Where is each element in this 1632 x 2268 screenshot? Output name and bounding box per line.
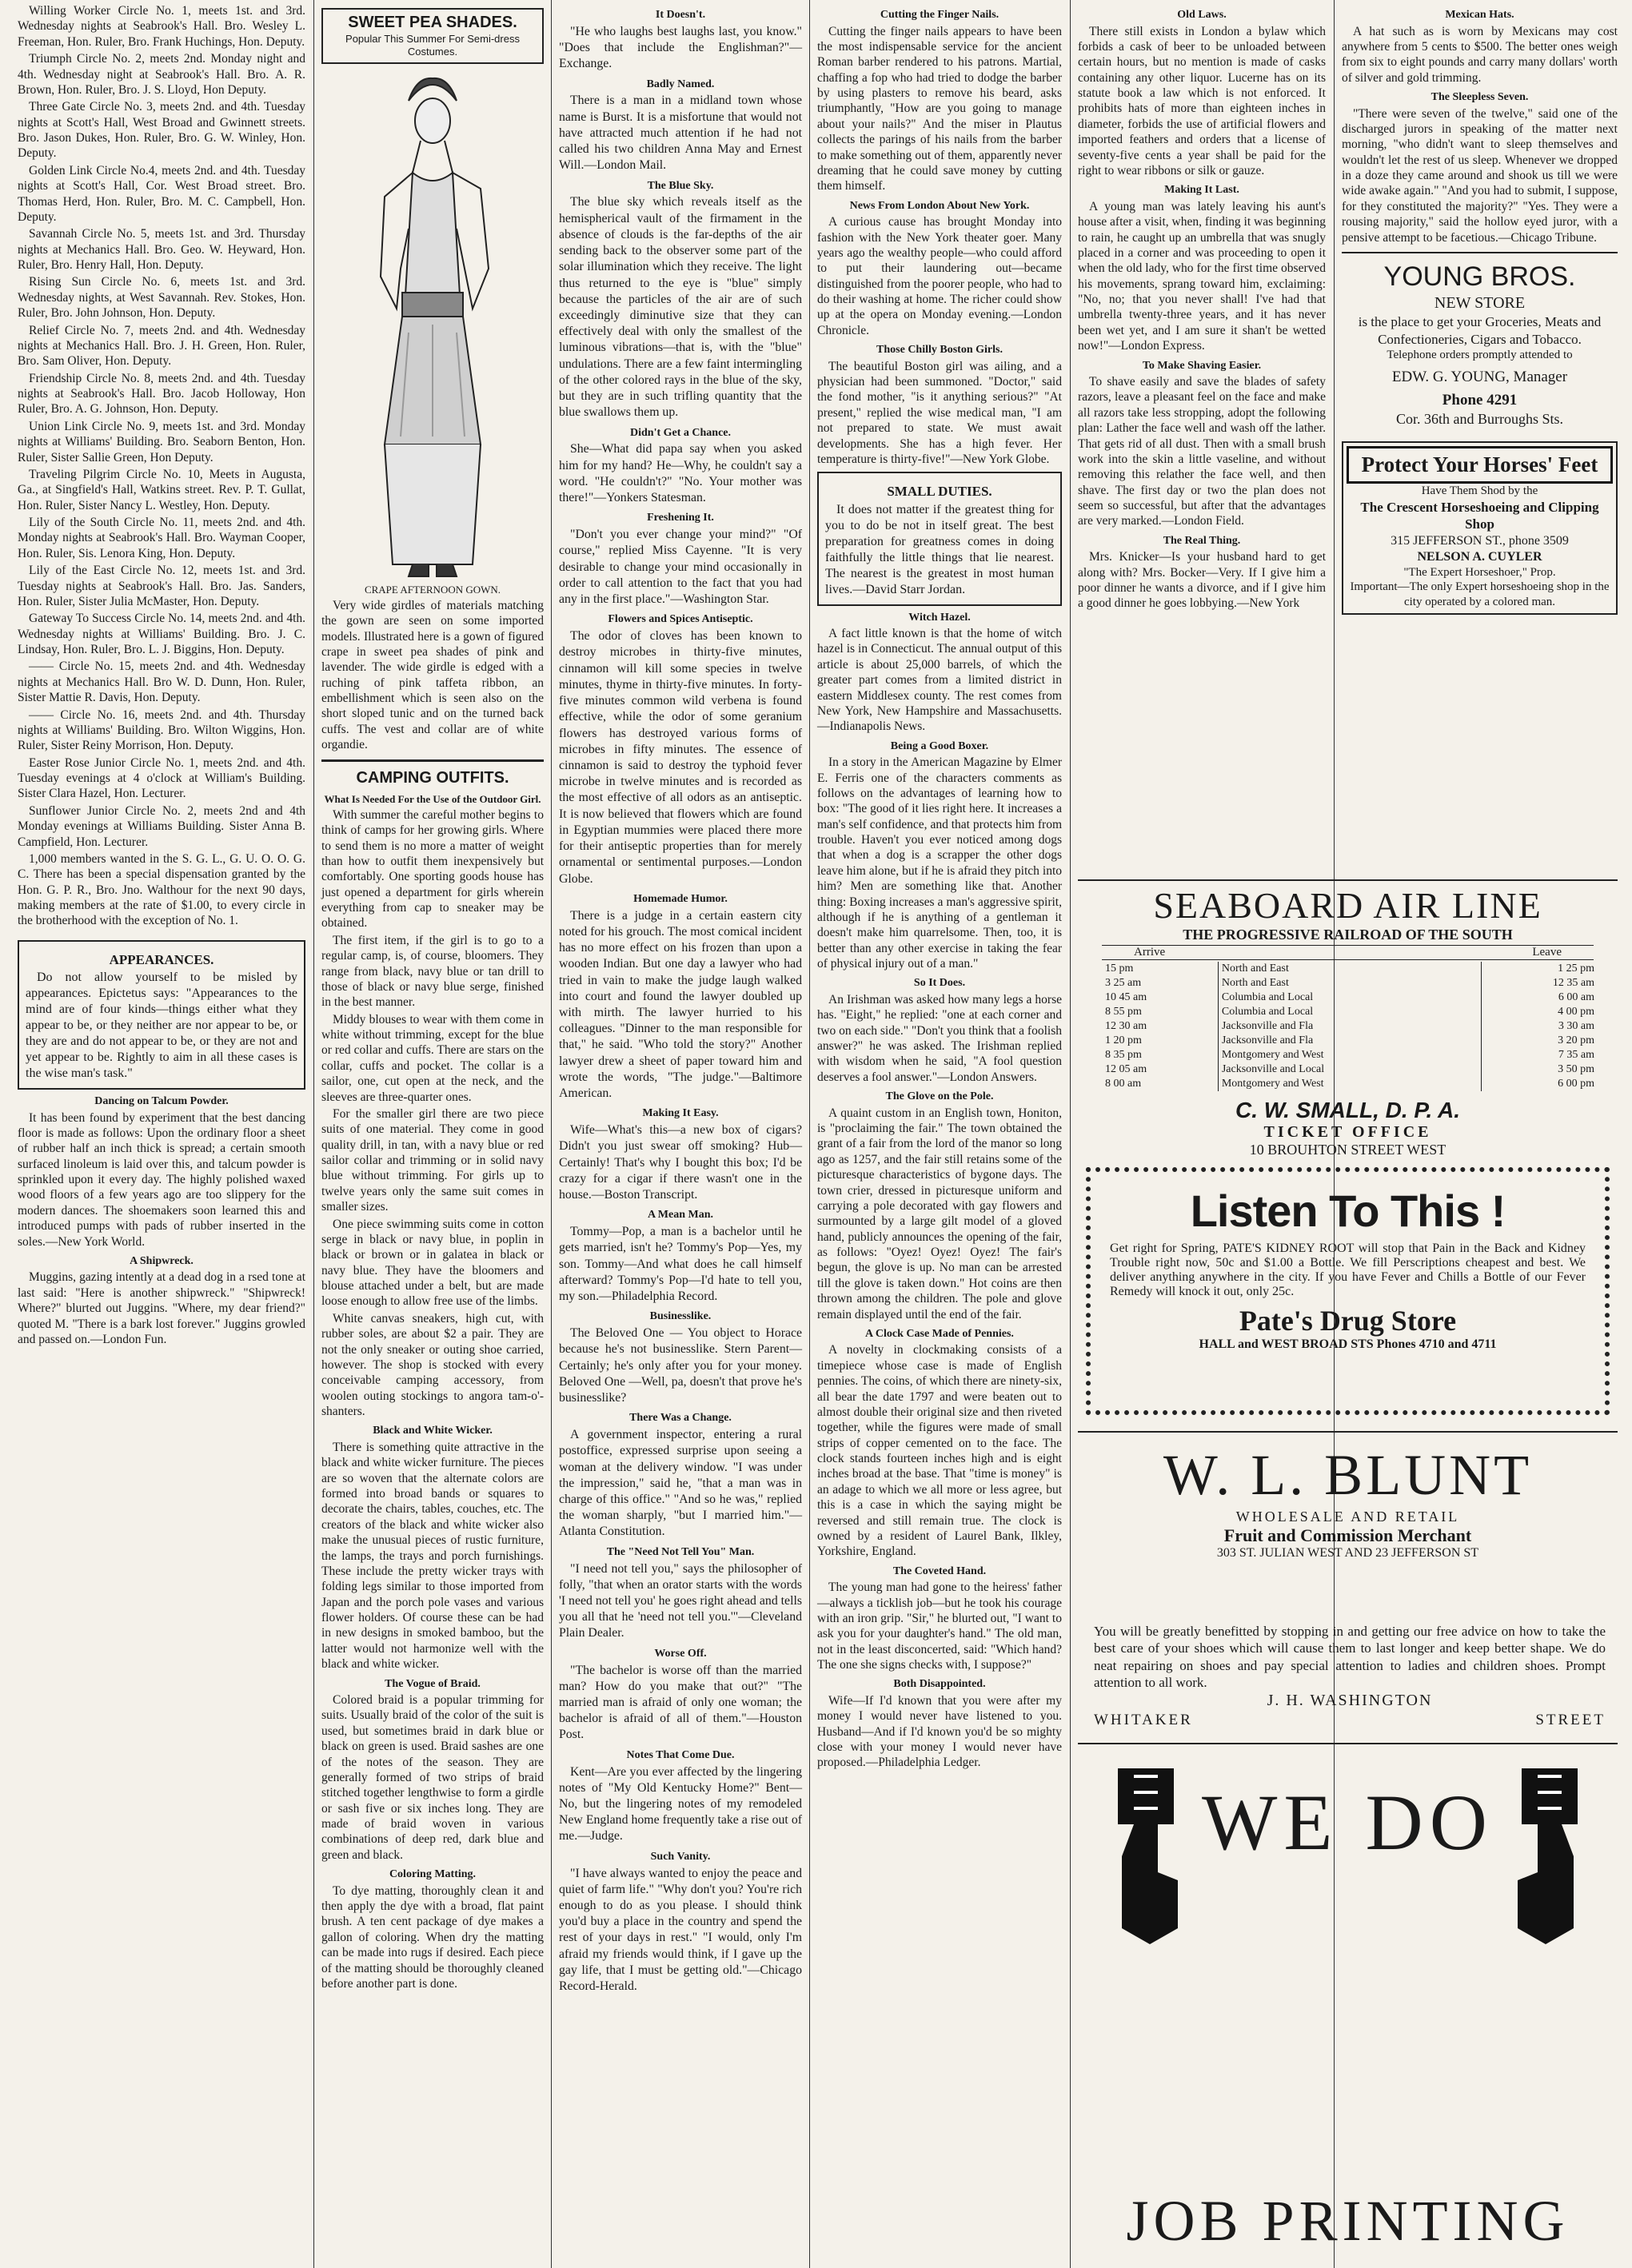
article-title: Such Vanity. <box>650 1850 711 1863</box>
circle-notice: Easter Rose Junior Circle No. 1, meets 2nd. and 4th. Tuesday evenings at 4 o'clock at William's Building. Sister Clara Hazel, Hon. Lecturer. <box>18 755 305 801</box>
young-bros-manager: EDW. G. YOUNG, Manager <box>1391 368 1568 385</box>
column-rule <box>313 0 314 2268</box>
horseshoe-headline: Protect Your Horses' Feet <box>1347 446 1613 484</box>
article-body: "He who laughs best laughs last, you know." "Does that include the Englishman?"—Exchange. <box>559 24 802 71</box>
small-duties-title: SMALL DUTIES. <box>887 484 992 500</box>
column-6 <box>1342 3 1618 620</box>
article-title: There Was a Change. <box>629 1412 732 1425</box>
column-4-items-2 <box>817 611 1062 1771</box>
article-title: News From London About New York. <box>849 199 1030 212</box>
horseshoe-l4: NELSON A. CUYLER <box>1417 549 1542 564</box>
article-body: A fact little known is that the home of witch hazel is in Connecticut. The annual output of this article is about 25,000 barrels, of which the greater part comes from a limited district in eastern Middlesex county. The rest comes from New York, New Hampshire and Massachusetts.—Indianapolis News. <box>817 627 1062 734</box>
article-title: Those Chilly Boston Girls. <box>876 344 1003 357</box>
seaboard-subtitle: THE PROGRESSIVE RAILROAD OF THE SOUTH <box>1183 927 1513 943</box>
article-title: The Glove on the Pole. <box>885 1090 994 1103</box>
pate-drug-ad <box>1086 1167 1610 1415</box>
circle-notice: Lily of the South Circle No. 11, meets 2nd. and 4th. Monday nights at Seabrook's Hall. Bro. Wayman Cooper, Hon. Ruler, Sis. Lenora King, Hon. Deputy. <box>18 516 305 560</box>
circle-notice: Rising Sun Circle No. 6, meets 1st. and 3rd. Wednesday nights, at West Savannah. Rev. Stokes, Hon. Ruler, Bro. John Johnson, Hon. Deputy. <box>18 275 305 321</box>
article-body: Mrs. Knicker—Is your husband hard to get along with? Mrs. Bocker—Very. If I give him a poor dinner he wants a divorce, and if I give him a good dinner he goes lobbying.—New York <box>1078 550 1326 611</box>
leave-time: 12 35 am <box>1482 976 1598 991</box>
article-body: She—What did papa say when you asked him for my hand? He—Why, he couldn't say a word. "He couldn't?" "No. Your mother was there!"—Yonkers Statesman. <box>559 442 802 505</box>
article-body: A novelty in clockmaking consists of a timepiece whose case is made of English pennies. The coins, of which there are ninety-six, all bear the date 1797 and were beaten out to almost double their original size and then riveted together, while the figures were made of small strips of copper cemented on to the face. The clock stands fourteen inches high and is eight inches broad at the base. That "time is money" is an adage to which we all more or less agree, but this is a case in which the saying might be reversed and still remain true. The clock is owned by a resident of Laurel Bank, Ilkley, Yorkshire, England. <box>817 1343 1062 1559</box>
article-body: There is a judge in a certain eastern city noted for his grouch. The most comical incident has no more effect on his frozen than upon a wooden Indian. But one day a lawyer who had tried in vain to make the judge laugh walked into court and found the lawyer doubled up with mirth. The lawyer hurried to his colleagues. "Dinner to the man responsible for that," he said. "Who told the story?" Another lawyer drew a sheet of paper toward him and wrote the words, "The judge."—Baltimore American. <box>559 908 802 1101</box>
blunt-l1: WHOLESALE AND RETAIL <box>1235 1509 1460 1525</box>
article-title: Freshening It. <box>647 512 714 524</box>
horseshoe-l3: 315 JEFFERSON ST., phone 3509 <box>1391 533 1569 548</box>
article-body: "I have always wanted to enjoy the peace and quiet of farm life." "Why don't you? You're rich enough to do as you please. I should think you'd buy a place in the country and spend the rest of your days in rest." "I would, only I'm afraid my friends would think, if I gave up the gay life, that I must be getting old."—Chicago Record-Herald. <box>559 1866 802 1994</box>
route: North and East <box>1218 976 1481 991</box>
article-body: There still exists in London a bylaw which forbids a cask of beer to be unloaded between certain hours, but no mention is made of casks containing any other liquor. Lucerne has on its statute book a law which is not enforced. It prohibits hats of more than eighteen inches in diameter, forbids the use of artificial flowers and imported feathers and orders that a license of seventy-five cents a year shall be paid for the right to wear ribbons or silk or gauze. <box>1078 24 1326 177</box>
article-title: The Coveted Hand. <box>892 1564 987 1577</box>
article-body: The Beloved One — You object to Horace because he's not businesslike. Stern Parent—Certainly; he's only after you for your money. Beloved One —Well, pa, doesn't that prove he's businesslike? <box>559 1326 802 1405</box>
article-title: It Doesn't. <box>655 9 706 21</box>
article-title: To Make Shaving Easier. <box>1142 359 1262 372</box>
washington-street1: WHITAKER <box>1094 1712 1193 1728</box>
schedule-row <box>1102 991 1598 1005</box>
schedule-row <box>1102 1034 1598 1048</box>
article-body: A curious cause has brought Monday into fashion with the New York theater goer. Many years ago the wealthy people—who could afford to put their laundering out—became distinguished from the poorer people, who had to do their washing at home. The richer could show up at the opera on Monday evening.—London Chronicle. <box>817 215 1062 337</box>
article-title: A Clock Case Made of Pennies. <box>865 1327 1014 1340</box>
schedule-row <box>1102 1048 1598 1062</box>
job-we-do: WE DO <box>1202 1778 1494 1867</box>
article-title: Businesslike. <box>649 1310 712 1323</box>
article-body: In a story in the American Magazine by Elmer E. Ferris one of the characters comments as follows on the advantages of learning how to box: "The good of it lies right here. It increases a man's self confidence, and that protects him from trouble. Haven't you ever noticed among dogs that when a dog is a scrapper the other dogs leave him alone, but if he is afraid they pitch into him? Men are something like that. Another thing: Boxing increases a man's aggressive spirit, although if he is anything of a gentleman it doesn't make him quarrelsome. Then, too, it is better than any other exercise in taking the fear of physical injury out of a man." <box>817 755 1062 971</box>
article-body: A young man was lately leaving his aunt's house after a visit, when, finding it was beginning to rain, he caught up an umbrella that was snugly placed in a corner and was proceeding to open it when the old lady, who for the first time observed his movements, sprang toward him, exclaiming: "No, no; that you never shall! I've had that umbrella twenty-three years, and it has never been wet yet, and I am sure it shan't be wetted now!"—London Express. <box>1078 199 1326 353</box>
braid-text: Colored braid is a popular trimming for suits. Usually braid of the color of the suit is used, but sometimes braid in dark blue or black on green is used. Braid sashes are one of the notes of the season. They are generally formed of two strips of braid stitched together lengthwise to form a girdle or sash five or six inches long. They are made of braid woven in various combinations of deep red, dark blue and green and black. <box>321 1693 544 1862</box>
article-title: Making It Last. <box>1164 184 1239 197</box>
circle-notice: Relief Circle No. 7, meets 2nd. and 4th. Wednesday nights at Mechanics Hall. Bro. J. H. Green, Hon. Ruler, Bro. Sam Oliver, Hon. Deputy. <box>18 323 305 369</box>
arrive-header: Arrive <box>1134 946 1166 959</box>
circle-notice: Three Gate Circle No. 3, meets 2nd. and 4th. Tuesday nights at Scott's Hall, West Broad and Gwinnett streets. Bro. Jason Dukes, Hon. Ruler, Bro. G. W. Winley, Hon. Deputy. <box>18 100 305 161</box>
article-body: Kent—Are you ever affected by the lingering notes of "My Old Kentucky Home?" Bent—No, but the lingering notes of my remodeled New England home frequently take a rise out of me.—Judge. <box>559 1764 802 1843</box>
schedule-row <box>1102 1077 1598 1091</box>
article-body: A hat such as is worn by Mexicans may cost anywhere from 5 cents to $500. The better ones weigh from six to eight pounds and carry many dollars' worth of silver and gold trimming. <box>1342 24 1618 85</box>
small-duties-text: It does not matter if the greatest thing for you to do be not in itself great. The best preparation for greatness comes in doing faithfully the little things that lie nearest. The nearest is the greatest in most human lives.—David Starr Jordan. <box>825 502 1054 596</box>
article-title: The Real Thing. <box>1163 534 1241 547</box>
column-4-items <box>817 8 1062 467</box>
pate-body: Get right for Spring, PATE'S KIDNEY ROOT will stop that Pain in the Back and Kidney Trouble right now, 50c and $1.00 a Bottle. We fill Perscriptions cheapest and best. We deliver anything anywhere in the city. If you have Fever and Chills a Bottle of our Fever Remedy will knock it out, only 25c. <box>1110 1242 1586 1298</box>
article-title: The "Need Not Tell You" Man. <box>606 1545 755 1558</box>
seaboard-agent: C. W. SMALL, D. P. A. <box>1235 1098 1461 1122</box>
article-title: So It Does. <box>913 977 966 990</box>
schedule-row <box>1102 1019 1598 1034</box>
arrive-time: 8 55 pm <box>1105 1006 1142 1018</box>
circle-notice: Golden Link Circle No.4, meets 2nd. and 4th. Tuesday nights at Scott's Hall, Cor. West Broad street. Bro. Thomas Herd, Hon. Ruler, Bro. M. C. Campbell, Hon. Deputy. <box>18 163 305 224</box>
leave-header: Leave <box>1532 946 1562 959</box>
appearances-title: APPEARANCES. <box>109 951 214 967</box>
leave-time: 4 00 pm <box>1482 1005 1598 1019</box>
camping-paragraph: White canvas sneakers, high cut, with rubber soles, are about $2 a pair. They are not the only sneaker or outing shoe carried, however. The shop is stocked with every conceivable camping accessory, from woolen outing stockings to angora tam-o'-shanters. <box>321 1311 544 1418</box>
route: Columbia and Local <box>1218 1005 1481 1019</box>
blunt-l2: Fruit and Commission Merchant <box>1223 1525 1472 1545</box>
horseshoe-l2: The Crescent Horseshoeing and Clipping Shop <box>1360 500 1599 532</box>
route: Montgomery and West <box>1218 1048 1481 1062</box>
leave-time: 3 30 am <box>1482 1019 1598 1034</box>
leave-time: 1 25 pm <box>1482 962 1598 976</box>
column-3-items <box>559 8 802 1995</box>
matting-text: To dye matting, thoroughly clean it and then apply the dye with a broad, flat paint brush. A ten cent package of dye makes a gallon of coloring. When dry the matting can be made into rugs if desired. Each piece of the matting should be thoroughly cleaned before another part is done. <box>321 1883 544 1991</box>
braid-title: The Vogue of Braid. <box>385 1677 481 1690</box>
blunt-name: W. L. BLUNT <box>1163 1443 1533 1507</box>
camping-paragraph: With summer the careful mother begins to think of camps for her growing girls. Where to send them is no more a matter of weight than how to outfit them inexpensively but comfortably. One sporting goods house has just opened a department for girls wherein everything from cap to sneaker may be obtained. <box>321 807 544 931</box>
article-title: Flowers and Spices Antiseptic. <box>608 613 753 626</box>
camping-paragraph: One piece swimming suits come in cotton serge in black or navy blue, in poplin in black or brown or in galatea in black or navy blue. They have the bloomers and blouse attached under a belt, but are made loose enough to allow free use of the limbs. <box>321 1217 544 1309</box>
arrive-time: 8 00 am <box>1105 1078 1142 1090</box>
camping-title: CAMPING OUTFITS. <box>356 768 509 787</box>
talcum-text: It has been found by experiment that the best dancing floor is made as follows: Upon the ordinary floor a sheet of rubber half an inch thick is spread; a certain smooth surfaced linoleum is laid over this, and talcum powder is sprinkled upon it every day. The highly polished waxed wood floors of a few years ago are too slippery for the modern dances. The shoemakers soon learned this and introduced pumps with pads of rubber inserted in the soles.—New York World. <box>18 1110 305 1249</box>
wicker-text: There is something quite attractive in the black and white wicker furniture. The pieces are so woven that the alternate colors are formed into broad bands or squares to decorate the chairs, tables, couches, etc. The creators of the black and white wicker also make the unusual pieces of rustic furniture, the lamps, the trays and porch furnishings. These include the pretty wicker trays with folding legs similar to those imported from Japan and the porch pole vases and various flower holders. Of course these can be had in new designs in smoked bamboo, but the latter would not harmonize well with the black and white wicker. <box>321 1440 544 1672</box>
shipwreck-title: A Shipwreck. <box>130 1254 194 1267</box>
washington-body: You will be greatly benefitted by stopping in and getting our free advice on how to take the best care of your shoes which will cause them to last longer and keep better shape. We do neat repairing on shoes and pay special attention to ladies and children shoes. Prompt attention to all work. <box>1094 1624 1606 1690</box>
article-title: Didn't Get a Chance. <box>630 426 731 439</box>
camping-paragraph: The first item, if the girl is to go to a regular camp, is, of course, bloomers. They range from black, navy blue or tan drill to those of black or navy blue serge, finished in the best manner. <box>321 933 544 1010</box>
washington-ad <box>1094 1623 1606 1730</box>
circle-notice: Triumph Circle No. 2, meets 2nd. Monday night and 4th. Wednesday night at Seabrook's Hall. Bro. A. R. Brown, Hon. Ruler, Bro. J. S. Lloyd, Hon Deputy. <box>18 52 305 97</box>
article-body: "I need not tell you," says the philosopher of folly, "that when an orator starts with the words 'I need not tell you' he goes right ahead and tells you all that he 'need not tell you.'"—Cleveland Plain Dealer. <box>559 1561 802 1640</box>
leave-time: 3 20 pm <box>1482 1034 1598 1048</box>
article-body: An Irishman was asked how many legs a horse has. "Eight," he replied: "one at each corner and two on each side." "Don't you think that a foolish answer?" he was asked. The Irishman replied with wisdom when he said, "A fool question deserves a fool answer."—London Answers. <box>817 992 1062 1084</box>
circle-notices <box>18 3 305 929</box>
article-body: There is a man in a midland town whose name is Burst. It is a misfortune that would not have attracted much attention if he had not called his two children Anna May and Ernest Will.—London Mail. <box>559 94 802 173</box>
young-bros-address: Cor. 36th and Burroughs Sts. <box>1395 411 1563 428</box>
circle-notice: 1,000 members wanted in the S. G. L., G. U. O. O. G. C. There has been a special dispensation granted by the Hon. G. P. R., Bro. Jno. Walthour for the next 90 days, making members at the rate of $1.00, to every circle in the brotherhood with the exception of No. 1. <box>18 851 305 928</box>
circle-notice: —— Circle No. 16, meets 2nd. and 4th. Thursday nights at Williams' Building. Bro. Wilton Wiggins, Hon. Ruler, Sister Reiny Morrison, Hon. Deputy. <box>18 708 305 753</box>
arrive-time: 8 35 pm <box>1105 1049 1142 1061</box>
column-5 <box>1078 3 1326 613</box>
article-body: "Don't you ever change your mind?" "Of course," replied Miss Cayenne. "It is very desirable to change your mind occasionally in order to call attention to the fact that you had any in the first place."—Washington Star. <box>559 528 802 607</box>
column-3 <box>559 3 802 1996</box>
camping-body <box>321 807 544 1420</box>
column-rule <box>809 0 810 2268</box>
leave-time: 7 35 am <box>1482 1048 1598 1062</box>
article-body: The odor of cloves has been known to destroy microbes in thirty-five minutes, cinnamon will kill some species in twelve minutes, thyme in thirty-five minutes. In forty-five minutes common wild verbena is found effective, while the odor of some geranium flowers has destroyed various forms of microbes in fifty minutes. The essence of cinnamon is said to destroy the typhoid fever microbe in twelve minutes and is recorded as the most effective of all odors as an antiseptic. It is now believed that flowers which are found in Egyptian mummies were placed there more for their antiseptic properties than for merely ornamental or sentimental purposes.—London Globe. <box>559 629 802 886</box>
pate-address: HALL and WEST BROAD STS Phones 4710 and 4711 <box>1199 1337 1497 1351</box>
sweet-pea-title: SWEET PEA SHADES. <box>348 14 517 31</box>
schedule-row <box>1102 962 1598 976</box>
appearances-text: Do not allow yourself to be misled by appearances. Epictetus says: "Appearances to the mind are of four kinds—things either what they appear to be, or they neither are nor appear to be, or they are and do not appear to be, or they are not and yet appear to be. Rightly to aim in all these cases is the wise man's task." <box>26 971 297 1080</box>
appearances-box <box>18 940 305 1090</box>
talcum-title: Dancing on Talcum Powder. <box>94 1095 229 1107</box>
sweet-pea-subtitle: Popular This Summer For Semi-dress Costumes. <box>345 33 520 58</box>
hand-icon <box>1498 1760 1594 1952</box>
article-title: The Blue Sky. <box>647 179 714 192</box>
seaboard-title: SEABOARD AIR LINE <box>1153 885 1542 926</box>
young-bros-name: YOUNG BROS. <box>1383 261 1576 292</box>
young-bros-l1: is the place to get your Groceries, Meats and Confectioneries, Cigars and Tobacco. <box>1358 314 1602 347</box>
shipwreck-text: Muggins, gazing intently at a dead dog in a rsed tone at last said: "Here is another shipwreck." "Shipwreck! Where?" blurted out Juggins. "Where, my dear friend?" quoted M. "There is a bark lost forever." Juggins growled and passed on.—London Fun. <box>18 1270 305 1346</box>
seaboard-office: TICKET OFFICE <box>1263 1123 1432 1141</box>
article-title: Both Disappointed. <box>893 1678 986 1691</box>
matting-title: Coloring Matting. <box>389 1868 477 1881</box>
article-body: The beautiful Boston girl was ailing, and a physician had been summoned. "Doctor," said the fond mother, "is it anything serious?" "At present," replied the wise medical man, "I am not prepared to state. We must await developments. She has a high fever. Her temperature is thirty-five!"—New York Globe. <box>817 359 1062 466</box>
camping-paragraph: For the smaller girl there are two piece suits of one material. They come in good quality drill, in tan, with a navy blue or red sailor collar and trimming or in solid navy blue without trimming. For girls up to twelve years only the same suit comes in smaller sizes. <box>321 1106 544 1214</box>
camping-subtitle: What Is Needed For the Use of the Outdoor Girl. <box>324 792 541 805</box>
schedule-row <box>1102 1005 1598 1019</box>
seaboard-address: 10 BROUHTON STREET WEST <box>1249 1142 1446 1158</box>
horseshoe-l1: Have Them Shod by the <box>1421 484 1538 498</box>
column-1 <box>18 3 305 1349</box>
pate-store: Pate's Drug Store <box>1239 1305 1457 1337</box>
article-title: Witch Hazel. <box>908 611 971 624</box>
blunt-l3: 303 ST. JULIAN WEST AND 23 JEFFERSON ST <box>1216 1546 1479 1560</box>
article-body: A quaint custom in an English town, Honiton, is "proclaiming the fair." The town obtained the grant of a fair from the lord of the manor so long ago as 1257, and the fair still retains some of the picturesque characteristics of bygone days. The town crier, dressed in picturesque uniform and carrying a pole decorated with gay flowers and surmounted by a large gilt model of a gloved hand, publicly announces the opening of the fair, as follows: "Oyez! Oyez! Oyez! The fair's begun, the glove is up. No man can be arrested till the glove is taken down." Hot coins are then thrown among the children. The pole and glove remain displayed until the end of the fair. <box>817 1106 1062 1321</box>
article-body: "The bachelor is worse off than the married man? How do you make that out?" "The married man is afraid of only one woman; the bachelor is afraid of all of them."—Houston Post. <box>559 1663 802 1742</box>
article-title: Cutting the Finger Nails. <box>880 9 1000 21</box>
article-title: A Mean Man. <box>647 1209 714 1222</box>
young-bros-phone: Phone 4291 <box>1442 392 1518 409</box>
article-body: Wife—What's this—a new box of cigars? Didn't you just swear off smoking? Hub—Certainly! That's why I bought this box; I'd be crazy for a cigar if there wasn't one in the house.—Boston Transcript. <box>559 1123 802 1202</box>
washington-street2: STREET <box>1535 1712 1606 1728</box>
article-title: Being a Good Boxer. <box>890 739 989 752</box>
arrive-time: 10 45 am <box>1105 991 1147 1003</box>
article-title: Worse Off. <box>654 1647 707 1660</box>
job-printing-ad <box>1078 1743 1618 2264</box>
circle-notice: Traveling Pilgrim Circle No. 10, Meets in Augusta, Ga., at Singfield's Hall, Watkins street. Rev. P. T. Gullat, Hon. Ruler, Sister Nancy L. Westley, Hon. Deputy. <box>18 467 305 512</box>
schedule-row <box>1102 1062 1598 1077</box>
article-title: The Sleepless Seven. <box>1430 91 1529 103</box>
circle-notice: —— Circle No. 15, meets 2nd. and 4th. Wednesday nights at Mechanics Hall. Bro W. D. Dunn, Hon. Ruler, Sister Mattie R. Davis, Hon. Deputy. <box>18 660 305 705</box>
column-4 <box>817 3 1062 1772</box>
route: Jacksonville and Fla <box>1218 1019 1481 1034</box>
article-body: The young man had gone to the heiress' father—always a ticklish job—but he took his courage with an iron grip. "Sir," he blurted out, "I want to ask you for your daughter's hand." The old man, not in the least disconcerted, said: "Which hand? The one she signs checks with, I suppose?" <box>817 1580 1062 1672</box>
leave-time: 6 00 pm <box>1482 1077 1598 1091</box>
arrive-time: 12 30 am <box>1105 1020 1147 1032</box>
article-title: Homemade Humor. <box>633 892 728 905</box>
article-body: To shave easily and save the blades of safety razors, leave a pleasant feel on the face and make all razors take less stropping, adopt the following plan: Lather the face well and wash off the lather. That gets rid of all dust. Then with a small brush work into the skin a little vaseline, and without removing this relather the face well, and then shave. The first day or two the plan does not seem so successful, but after that the advantages are very marked.—London Field. <box>1078 375 1326 528</box>
article-title: Notes That Come Due. <box>626 1748 735 1761</box>
article-body: Wife—If I'd known that you were after my money I would never have listened to you. Husband—And if I'd known you'd be so mighty close with your money I would never have proposed.—Philadelphia Ledger. <box>817 1693 1062 1770</box>
horseshoe-ad <box>1342 441 1618 615</box>
leave-time: 3 50 pm <box>1482 1062 1598 1077</box>
article-title: Making It Easy. <box>642 1107 719 1120</box>
route: North and East <box>1218 962 1481 976</box>
column-6-items <box>1342 8 1618 245</box>
circle-notice: Willing Worker Circle No. 1, meets 1st. and 3rd. Wednesday nights at Seabrook's Hall. Bro. Wesley L. Freeman, Hon. Ruler, Bro. Frank Huchings, Hon. Deputy. <box>18 4 305 49</box>
circle-notice: Gateway To Success Circle No. 14, meets 2nd. and 4th. Wednesday nights at Williams' Building. Bro. J. C. Lindsay, Hon. Ruler, Bro. L. J. Biggins, Hon. Deputy. <box>18 612 305 656</box>
route: Jacksonville and Fla <box>1218 1034 1481 1048</box>
young-bros-sub: NEW STORE <box>1434 294 1526 313</box>
blunt-ad <box>1078 1431 1618 1560</box>
arrive-time: 15 pm <box>1105 963 1134 975</box>
arrive-time: 12 05 am <box>1105 1063 1147 1075</box>
washington-name: J. H. WASHINGTON <box>1267 1692 1433 1709</box>
circle-notice: Savannah Circle No. 5, meets 1st. and 3rd. Thursday nights at Mechanics Hall. Bro. Geo. W. Heyward, Hon. Ruler, Bro. Henry Hall, Hon. Deputy. <box>18 227 305 272</box>
wicker-title: Black and White Wicker. <box>373 1425 493 1437</box>
job-printing: JOB PRINTING <box>1126 2189 1570 2253</box>
young-bros-ad <box>1342 260 1618 428</box>
young-bros-l2: Telephone orders promptly attended to <box>1387 348 1573 361</box>
pate-headline: Listen To This ! <box>1190 1186 1506 1236</box>
sweet-pea-body: Very wide girdles of materials matching the gown are seen on some imported models. Illustrated here is a gown of figured crape in sweet pea shades of pink and lavender. The wide girdle is edged with a ruching of pink taffeta ribbon, an embellishment which is seen also on the short sloped tunic and on the turned back cuffs. The vest and collar are of white organdie. <box>321 598 544 752</box>
article-title: Old Laws. <box>1177 9 1227 21</box>
route: Jacksonville and Local <box>1218 1062 1481 1077</box>
arrive-time: 3 25 am <box>1105 977 1142 989</box>
article-body: Tommy—Pop, a man is a bachelor until he gets married, isn't he? Tommy's Pop—Yes, my son. Tommy—And what does he call himself afterward? Tommy's Pop—I'd hate to tell you, my son.—Philadelphia Record. <box>559 1225 802 1304</box>
column-rule <box>1070 0 1071 2268</box>
small-duties-box <box>817 472 1062 605</box>
column-5-items <box>1078 8 1326 612</box>
leave-time: 6 00 am <box>1482 991 1598 1005</box>
circle-notice: Lily of the East Circle No. 12, meets 1st. and 3rd. Tuesday nights at Seabrook's Hall. Bro. Jas. Sanders, Hon. Ruler, Sister Julia McMaster, Hon. Deputy. <box>18 564 305 608</box>
schedule-row <box>1102 976 1598 991</box>
seaboard-schedule <box>1102 962 1598 1091</box>
hand-icon <box>1102 1760 1198 1952</box>
article-body: "There were seven of the twelve," said one of the discharged jurors in speaking of the matter next morning, "who didn't want to sleep themselves and wouldn't let the rest of us sleep. Whenever we dropped in a doze they came around and shook us till we were wide awake again." "And you had to submit, I suppose, for they constituted the majority?" "Yes. They were a rousing majority," said the hollow eyed juror, with a pensive attempt to be facetious.—Chicago Tribune. <box>1342 106 1618 245</box>
circle-notice: Union Link Circle No. 9, meets 1st. and 3rd. Monday nights at Williams' Building. Bro. Seaborn Benton, Hon. Ruler, Sister Sallie Green, Hon Deputy. <box>18 419 305 464</box>
column-2 <box>321 3 544 1993</box>
horseshoe-l6: Important—The only Expert horseshoeing shop in the city operated by a colored man. <box>1350 580 1610 609</box>
article-title: Badly Named. <box>646 78 715 90</box>
article-title: Mexican Hats. <box>1445 9 1514 21</box>
sweet-pea-header <box>321 8 544 64</box>
camping-paragraph: Middy blouses to wear with them come in white without trimming, except for the blue or red collar and cuffs. There are stars on the collar, cuffs and pocket. The collar is a sailor, one, cut open at the neck, and the sleeves are three-quarter ones. <box>321 1012 544 1104</box>
gown-illustration <box>353 69 513 580</box>
article-body: A government inspector, entering a rural postoffice, expressed surprise upon seeing a woman at the delivery window. "I was under the impression," said he, "that a man was in charge of this office." "And so he was," replied the woman sharply, "but I married him."—Atlanta Constitution. <box>559 1428 802 1539</box>
seaboard-ad <box>1078 879 1618 1158</box>
article-body: The blue sky which reveals itself as the hemispherical vault of the firmament in the absence of clouds is the far-depths of the air sending back to the observer some part of the solar illumination which they receive. The light thus returned to the eye is "blue" simply because the particles of the air are of such exceedingly diminutive size that they can effectively deal with only the smallest of the luminous vibrations—that is, with the "blue" undulations. There are a few faint intermingling of the other colored rays in the blue of the sky, but they are in such trifling quantity that the blue swallows them up. <box>559 195 802 420</box>
article-body: Cutting the finger nails appears to have been the most indispensable service for the ancient Roman barber rendered to his patrons. Martial, chaffing a fop who had tried to dodge the barber by using plasters to remove his beard, asks triumphantly, "How are you going to manage about your nails?" And the miser in Plautus collects the parings of his nails from the barber to make something out of them, apparently never dreaming that he could save money by cutting them himself. <box>817 24 1062 193</box>
horseshoe-l5: "The Expert Horseshoer," Prop. <box>1403 565 1556 579</box>
column-rule <box>551 0 552 2268</box>
gown-caption: CRAPE AFTERNOON GOWN. <box>364 583 501 596</box>
arrive-time: 1 20 pm <box>1105 1034 1142 1046</box>
route: Columbia and Local <box>1218 991 1481 1005</box>
circle-notice: Sunflower Junior Circle No. 2, meets 2nd and 4th Monday evenings at Williams Building. Sister Anna B. Campfield, Hon. Lecturer. <box>18 803 305 849</box>
route: Montgomery and West <box>1218 1077 1481 1091</box>
circle-notice: Friendship Circle No. 8, meets 2nd. and 4th. Tuesday nights at Seabrook's Hall. Bro. Jacob Holloway, Hon Ruler, Bro. A. G. Johnson, Hon. Deputy. <box>18 371 305 417</box>
